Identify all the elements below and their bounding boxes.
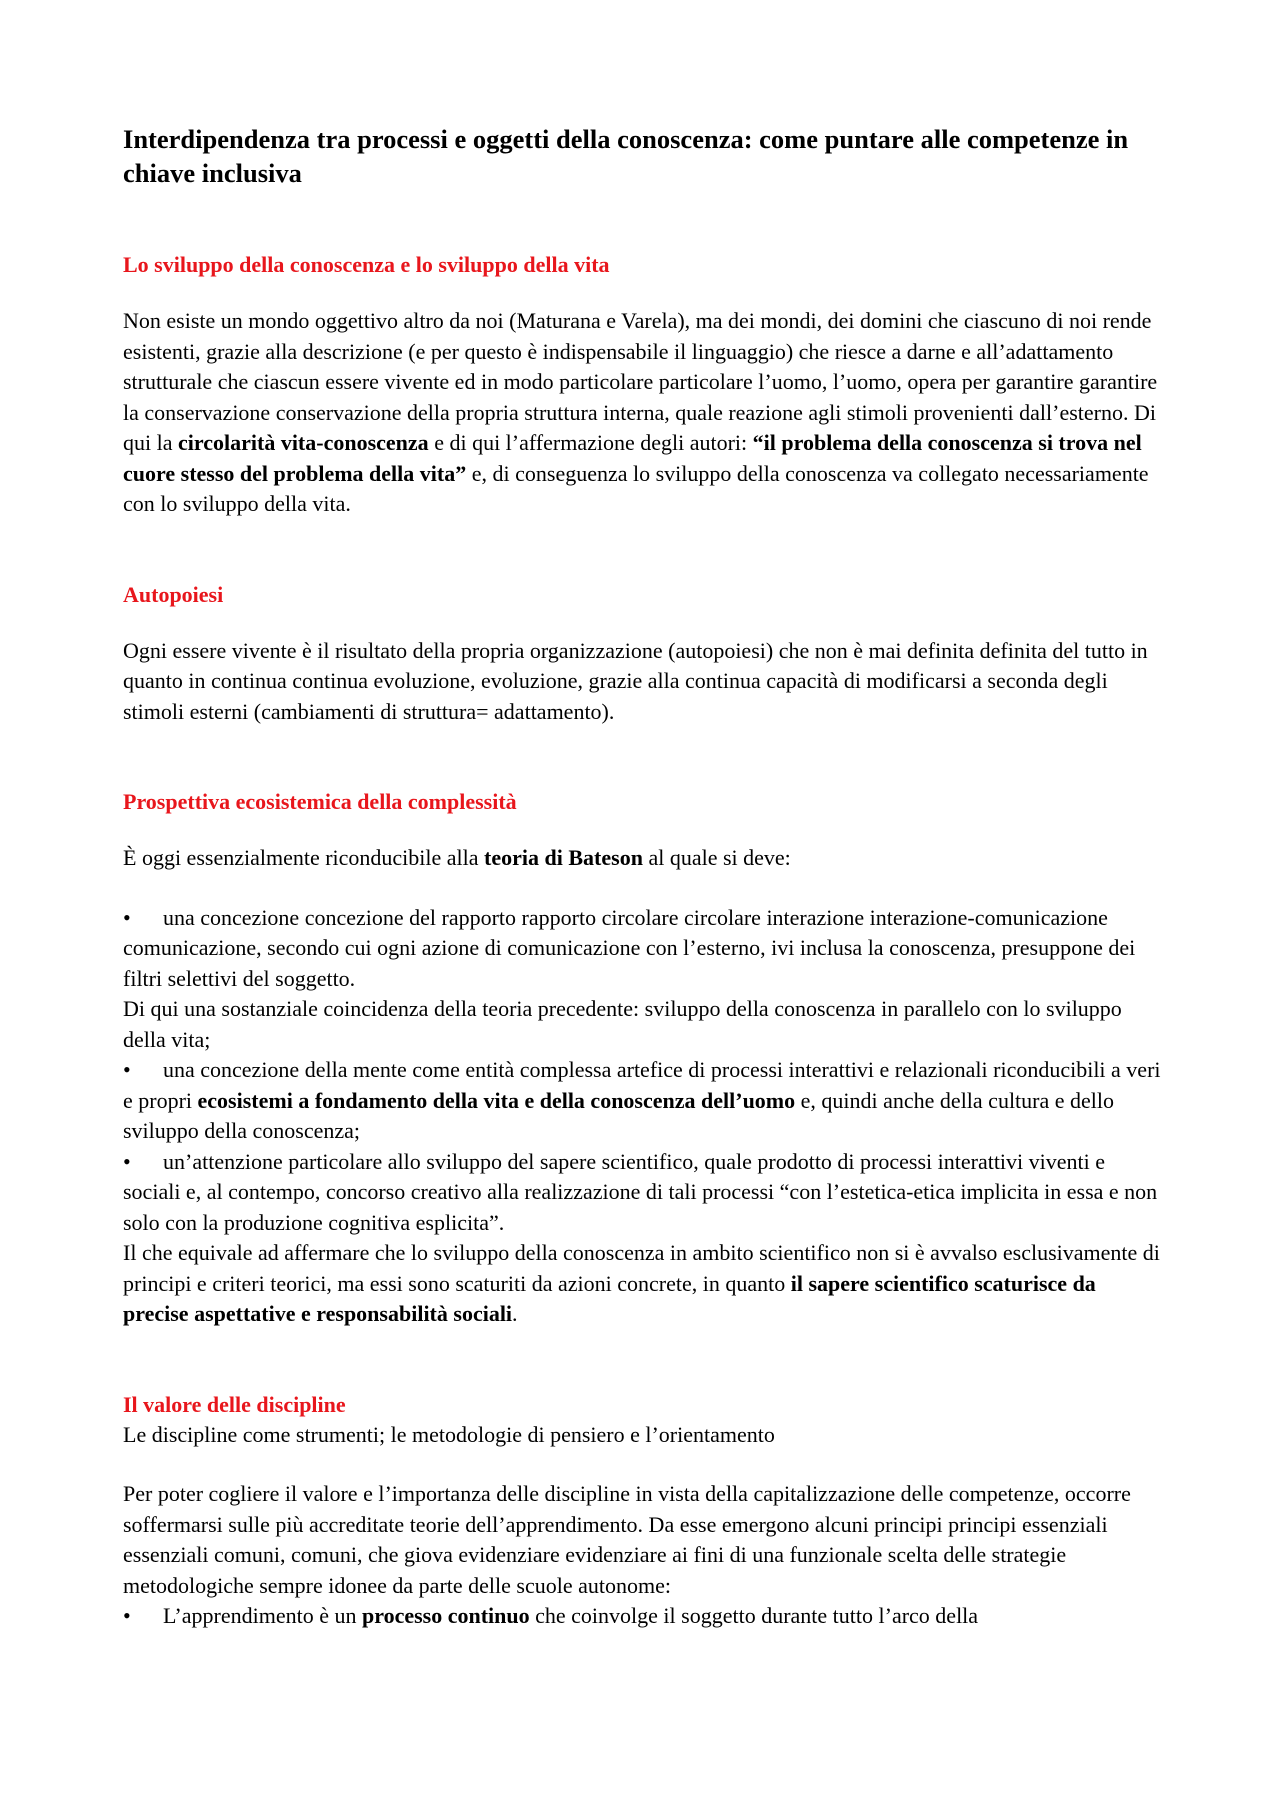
text-run: e, di conseguenza lo sviluppo della conoscenza va collegato necessariamente con lo sviluppo della vita. [123, 460, 1149, 516]
text-run: L’apprendimento è un [163, 1603, 362, 1628]
bullet-icon: • [123, 904, 131, 930]
bold-quote: “il problema della conoscenza si trova nel cuore stesso del problema della vita” [123, 430, 1142, 486]
bullet-icon: • [123, 1603, 131, 1628]
section-heading-sviluppo: Lo sviluppo della conoscenza e lo sviluppo della vita [123, 252, 610, 277]
bold-text: processo continuo [361, 1603, 530, 1628]
paragraph-autopoiesi: Ogni essere vivente è il risultato della propria organizzazione (autopoiesi) che non è mai definita definita del tutto in quanto in continua continua evoluzione, evoluzione, grazie alla continua capacità di modificarsi a seconda degli stimoli esterni (cambiamenti di struttura= adattamento). [123, 637, 1148, 724]
text-run: Non esiste un mondo oggettivo altro da noi (Maturana e Varela), ma dei mondi, dei domini che ciascuno di noi rende esistenti, grazie alla descrizione (e per questo è indispensabile il linguaggio) che riesce a darne e all’adattamento strutturale che ciascun essere vivente ed in modo particolare particolare l’uomo, l’uomo, opera per garantire garantire la conservazione conservazione della propria struttura interna, quale reazione agli stimoli provenienti dall’esterno. Di qui la [123, 308, 1158, 455]
section-heading-autopoiesi: Autopoiesi [123, 581, 224, 607]
bold-text: il sapere scientifico scaturisce da precise aspettative e responsabilità sociali [123, 1270, 1096, 1326]
list-item [123, 903, 1163, 995]
document-page [123, 122, 1163, 1632]
text-run: . [512, 1301, 518, 1326]
bold-text: teoria di Bateson [484, 845, 643, 870]
section-heading-prospettiva: Prospettiva ecosistemica della complessità [123, 789, 517, 814]
bold-text: ecosistemi a fondamento della vita e della conoscenza dell’uomo [197, 1087, 796, 1113]
bullet-icon: • [123, 1057, 131, 1082]
text-run: una concezione della mente come entità complessa artefice di processi interattivi e relazionali riconducibili a veri e propri [123, 1057, 1161, 1113]
text-run: un’attenzione particolare allo sviluppo del sapere scientifico, quale prodotto di processi interattivi viventi e sociali e, al contempo, concorso creativo alla realizzazione di tali processi “con l’estetica-etica implicita in essa e non solo con la produzione cognitiva esplicita”. [123, 1148, 1158, 1235]
list-item [123, 1055, 1163, 1147]
text-run: È oggi essenzialmente riconducibile alla [123, 845, 485, 870]
section-subtitle: Le discipline come strumenti; le metodologie di pensiero e l’orientamento [123, 1421, 775, 1447]
list-item [123, 1147, 1163, 1239]
text-run: che coinvolge il soggetto durante tutto l’arco della [529, 1603, 979, 1628]
text-run: Il che equivale ad affermare che lo sviluppo della conoscenza in ambito scientifico non si è avvalso esclusivamente di principi e criteri teorici, ma essi sono scaturiti da azioni concrete, in quanto [123, 1240, 1160, 1296]
text-run: una concezione concezione del rapporto rapporto circolare circolare interazione interazione-comunicazione comunicazione, secondo cui ogni azione di comunicazione con l’esterno, ivi inclusa la conoscenza, presuppone dei filtri selettivi del soggetto. [123, 904, 1136, 991]
text-run: e, quindi anche della cultura e dello sviluppo della conoscenza; [123, 1087, 1115, 1143]
list-item [123, 1601, 1163, 1632]
paragraph-sviluppo [123, 306, 1163, 520]
bullet-icon: • [123, 1148, 131, 1174]
text-run: al quale si deve: [642, 845, 791, 870]
bold-text: circolarità vita-conoscenza [178, 430, 429, 455]
text-run: e di qui l’affermazione degli autori: [428, 430, 753, 455]
document-title: Interdipendenza tra processi e oggetti della conoscenza: come puntare alle competenze in chiave inclusiva [123, 124, 1129, 188]
paragraph-text [123, 1238, 1163, 1330]
paragraph-discipline: Per poter cogliere il valore e l’importanza delle discipline in vista della capitalizzazione delle competenze, occorre soffermarsi sulle più accreditate teorie dell’apprendimento. Da esse emergono alcuni principi principi essenziali essenziali comuni, comuni, che giova evidenziare evidenziare ai fini di una funzionale scelta delle strategie metodologiche sempre idonee da parte delle scuole autonome: [123, 1481, 1131, 1598]
section-heading-discipline: Il valore delle discipline [123, 1391, 346, 1417]
paragraph-prospettiva-intro [123, 843, 1163, 874]
paragraph-text: Di qui una sostanziale coincidenza della teoria precedente: sviluppo della conoscenza in parallelo con lo sviluppo della vita; [123, 996, 1122, 1052]
